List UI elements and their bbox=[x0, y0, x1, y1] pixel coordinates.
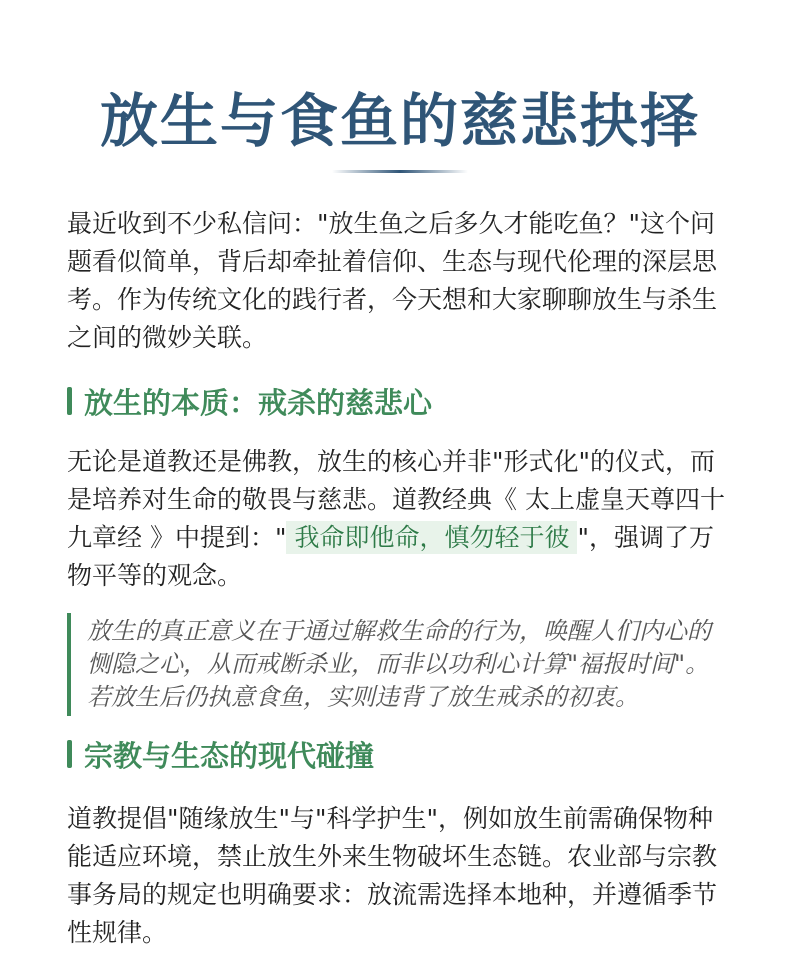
heading-accent-bar bbox=[67, 387, 72, 415]
section-heading-modern bbox=[67, 730, 733, 778]
intro-paragraph: 最近收到不少私信问："放生鱼之后多久才能吃鱼？"这个问题看似简单，背后却牵扯着信仰、生态与现代伦理的深层思考。作为传统文化的践行者，今天想和大家聊聊放生与杀生之间的微妙关联。 bbox=[67, 209, 718, 352]
highlighted-quote: 我命即他命，慎勿轻于彼 bbox=[286, 521, 577, 554]
paragraph-text: "，强调了万物平等的观念。 bbox=[67, 523, 714, 590]
section-heading-text: 放生的本质：戒杀的慈悲心 bbox=[84, 385, 433, 420]
essence-paragraph bbox=[67, 443, 733, 595]
section-heading-text: 宗教与生态的现代碰撞 bbox=[84, 738, 375, 773]
title-divider bbox=[332, 170, 468, 173]
section-heading-essence bbox=[67, 377, 733, 425]
paragraph-text: 无论是道教还是佛教，放生的核心并非"形式化"的仪式，而是培养对生命的敬畏与慈悲。道教经典《 太上虚皇天尊四十九章经 》中提到：" bbox=[67, 447, 725, 552]
page-title: 放生与食鱼的慈悲抉择 bbox=[99, 87, 700, 155]
modern-paragraph: 道教提倡"随缘放生"与"科学护生"，例如放生前需确保物种能适应环境，禁止放生外来生物破坏生态链。农业部与宗教事务局的规定也明确要求：放流需选择本地种，并遵循季节性规律。 bbox=[67, 804, 718, 947]
blockquote: 放生的真正意义在于通过解救生命的行为，唤醒人们内心的恻隐之心，从而戒断杀业，而非以功利心计算"福报时间"。若放生后仍执意食鱼，实则违背了放生戒杀的初衷。 bbox=[67, 613, 733, 716]
heading-accent-bar bbox=[67, 740, 72, 768]
